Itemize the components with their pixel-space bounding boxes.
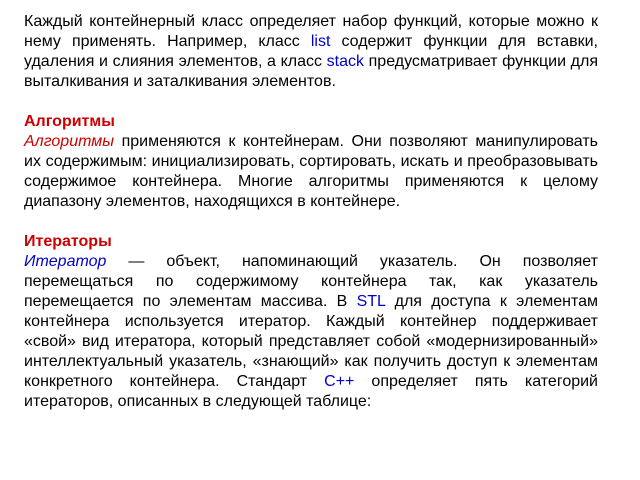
algorithms-heading: Алгоритмы (24, 113, 115, 130)
keyword-stack: stack (326, 53, 364, 70)
intro-text-2: содержит функции для вставки, удаления и слияния элементов, а класс (24, 33, 598, 70)
iterators-text-1: — объект, напоминающий указатель. Он позволяет перемещаться по содержимому контейнера так, как указатель перемещается по элементам массива. В (24, 253, 598, 310)
intro-text-1: Каждый контейнерный класс определяет набор функций, которые можно к нему применять. Например, класс (24, 13, 598, 50)
spacer (24, 212, 598, 232)
iterators-text-3: определяет пять категорий итераторов, описанных в следующей таблице: (24, 373, 598, 410)
iterators-text-2: для доступа к элементам контейнера используется итератор. Каждый контейнер поддерживает «свой» вид итератора, который представляет собой «модернизированный» интеллектуальный указатель, «знающий» как получить доступ к элементам конкретного контейнера. Стандарт (24, 293, 599, 390)
keyword-cpp: C++ (324, 373, 355, 390)
intro-text-3: предусматривает функции для выталкивания и заталкивания элементов. (24, 53, 599, 90)
iterator-term: Итератор (24, 253, 107, 270)
iterators-heading: Итераторы (24, 233, 112, 250)
keyword-stl: STL (356, 293, 386, 310)
iterators-paragraph (24, 252, 598, 412)
spacer (24, 92, 598, 112)
algorithms-text: применяются к контейнерам. Они позволяют манипулировать их содержимым: инициализировать, сортировать, искать и преобразовывать содержимое контейнера. Многие алгоритмы применяются к целому диапазону элементов, находящихся в контейнере. (24, 133, 598, 210)
intro-paragraph (24, 12, 598, 92)
algorithms-paragraph (24, 132, 598, 212)
algorithms-term: Алгоритмы (24, 133, 114, 150)
keyword-list: list (310, 33, 331, 50)
